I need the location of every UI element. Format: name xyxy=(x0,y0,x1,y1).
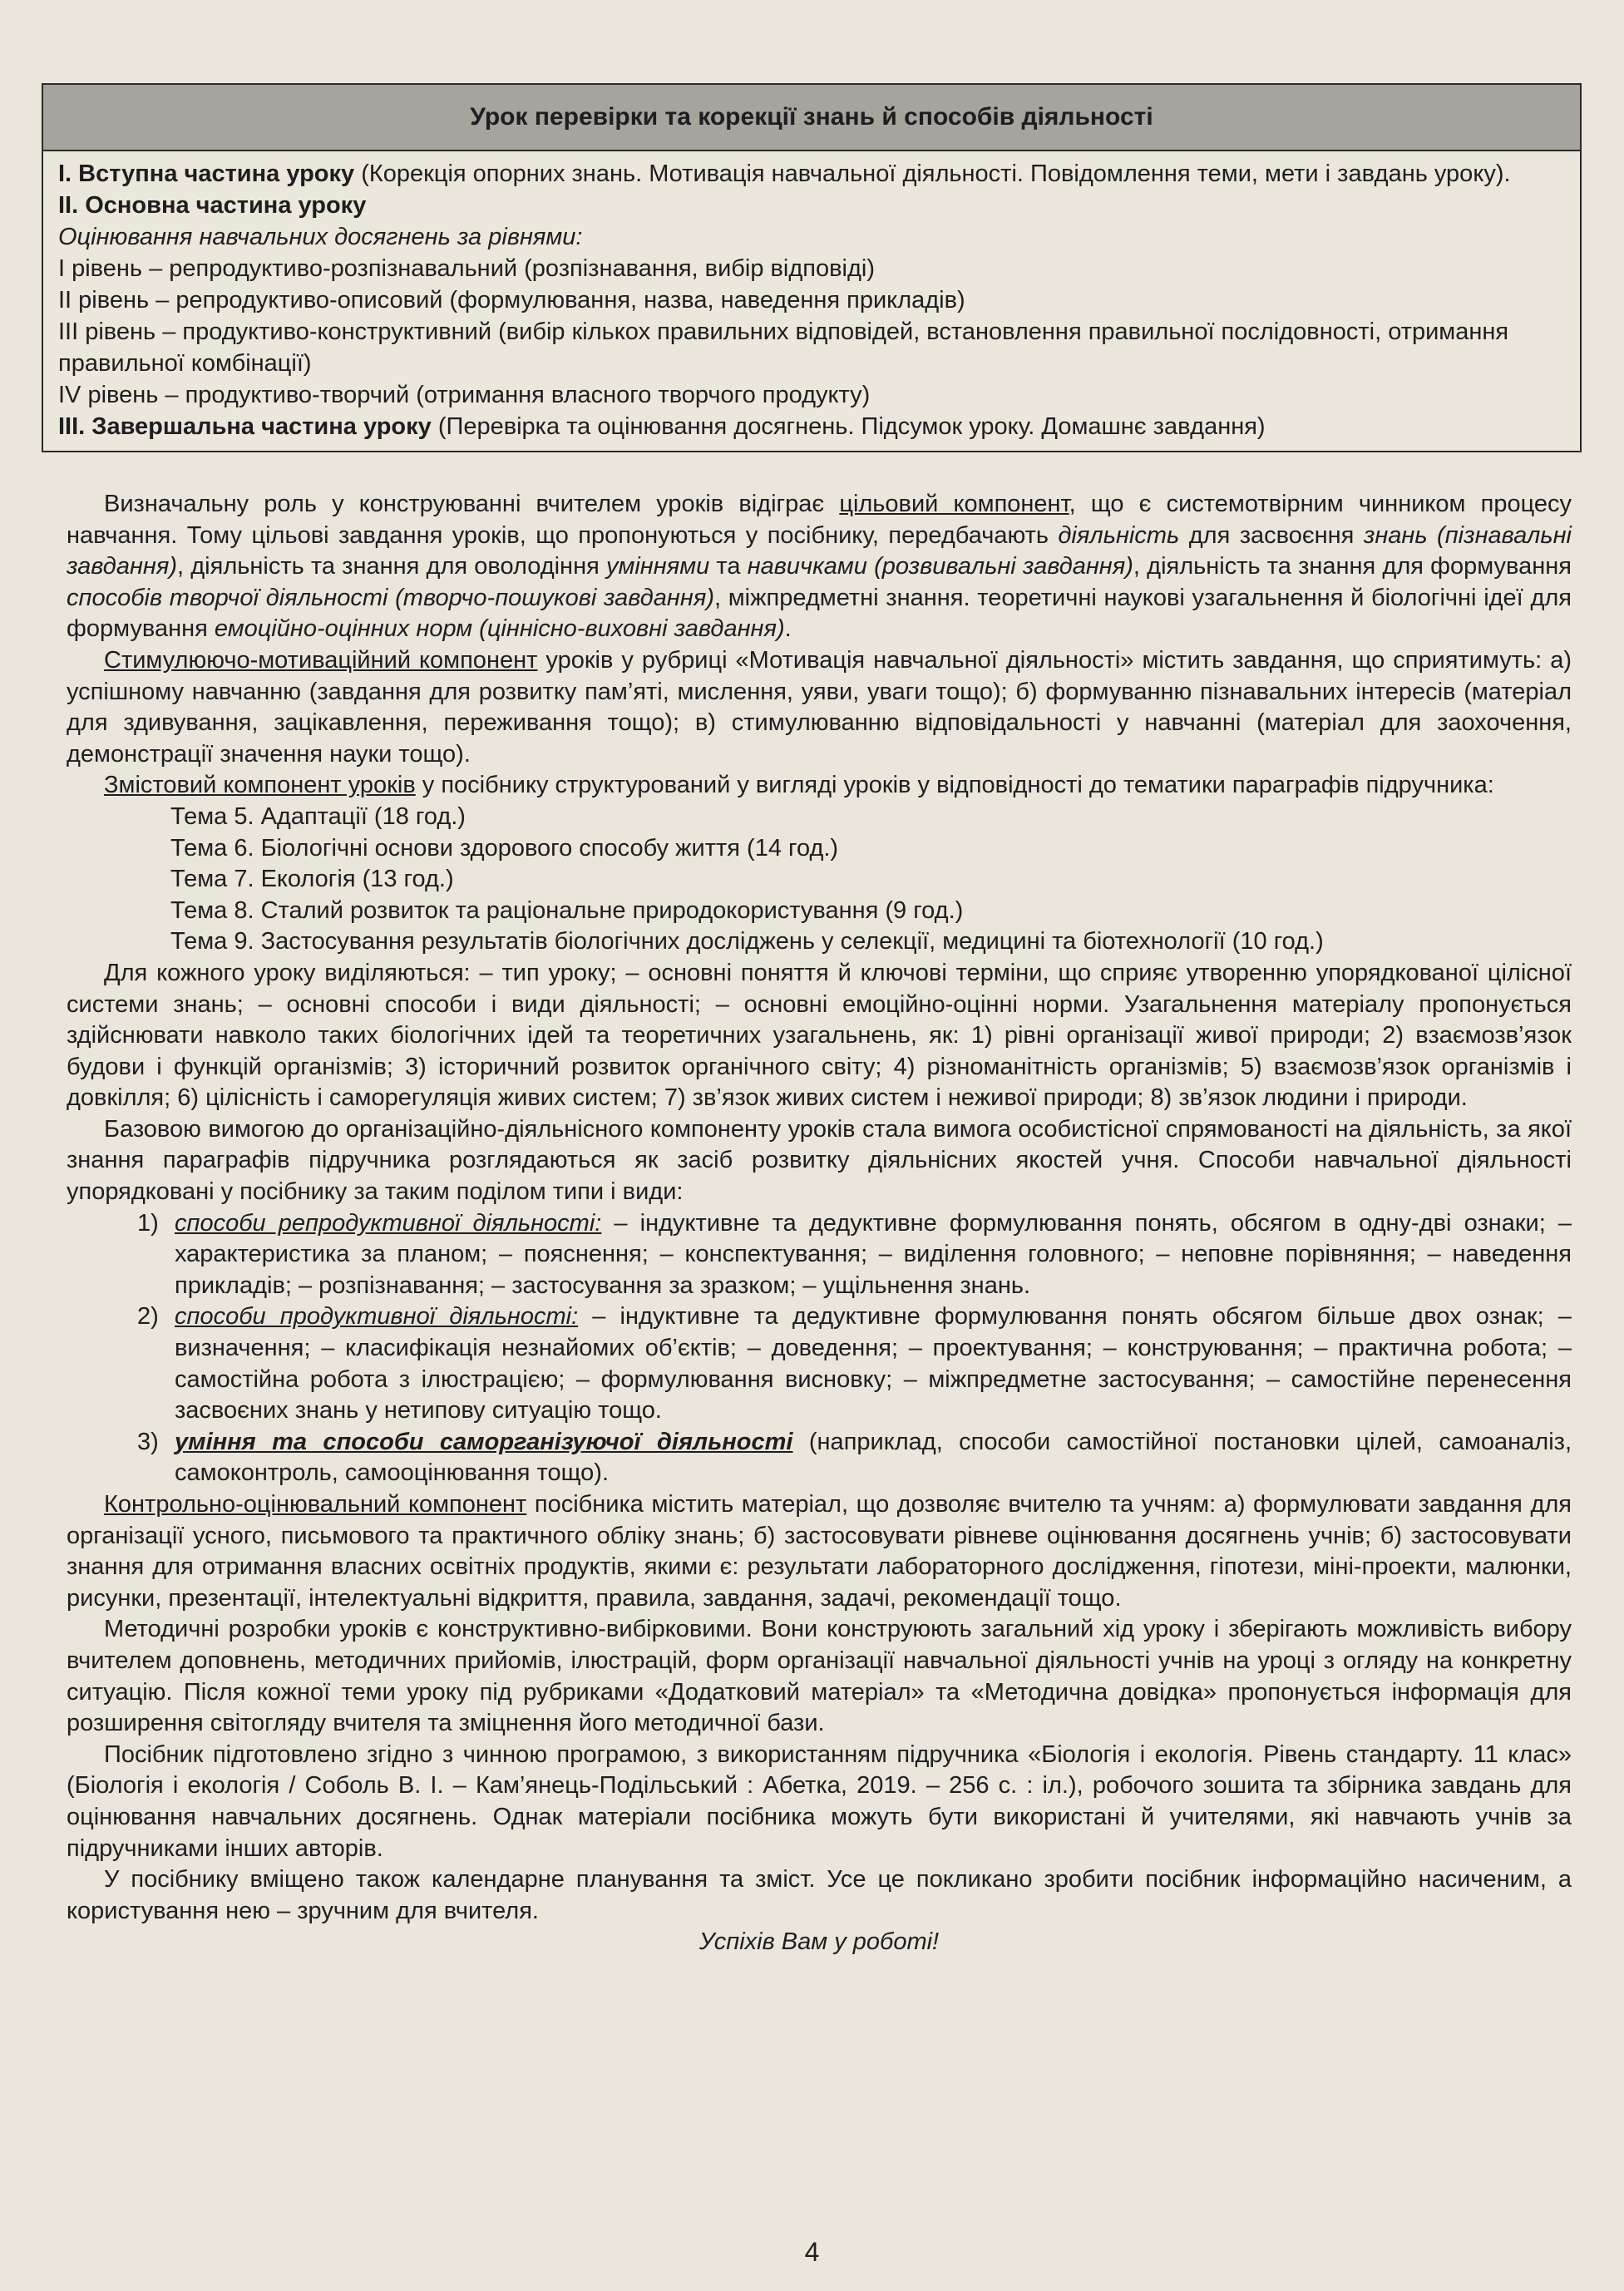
term-content-component: Змістовий компонент уроків xyxy=(104,772,416,799)
activity-ways-list xyxy=(67,1208,1572,1489)
level-item: I рівень – репродуктиво-розпізнавальний (розпізнавання, вибір відповіді) xyxy=(58,255,875,282)
lesson-structure-body xyxy=(43,151,1580,451)
final-part xyxy=(58,411,1568,442)
activity-way-item: 1) способи репродуктивної діяльності: – індуктивне та дедуктивне формулювання понять, обсягом в одну-дві ознаки; – характеристика за планом; – пояснення; – конспектування; – виділення головного; – неповне порівняння; – наведення прикладів; – розпізнавання; – застосування за зразком; – ущільнення знань. xyxy=(137,1209,1572,1299)
level-item: IV рівень – продуктиво-творчий (отримання власного творчого продукту) xyxy=(58,382,871,408)
final-part-text: (Перевірка та оцінювання досягнень. Підсумок уроку. Домашнє завдання) xyxy=(431,413,1266,440)
paragraph-motivation-component: Стимулюючо-мотиваційний компонент уроків у рубриці «Мотивація навчальної діяльності» містить завдання, що сприятимуть: а) успішному навчанню (завдання для розвитку пам’яті, мислення, уяви, уваги тощо); б) формуванню пізнавальних інтересів (матеріал для здивування, зацікавлення, переживання тощо); в) стимулюванню відповідальності у навчанні (матеріал для заохочення, демонстрації значення науки тощо). xyxy=(67,646,1572,768)
topic-item: Тема 8. Сталий розвиток та раціональне природокористування (9 год.) xyxy=(170,896,964,924)
closing-wish: Успіхів Вам у роботі! xyxy=(698,1928,940,1956)
activity-way-heading: способи репродуктивної діяльності: xyxy=(175,1209,602,1237)
level-item: III рівень – продуктиво-конструктивний (вибір кількох правильних відповідей, встановлення правильної послідовності, отримання правильної комбінації) xyxy=(58,318,1509,377)
activity-way-heading: уміння та способи саморганізуючої діяльності xyxy=(175,1428,793,1455)
paragraph-contents: У посібнику вміщено також календарне планування та зміст. Усе це покликано зробити посібник інформаційно насиченим, а користування нею – зручним для вчителя. xyxy=(67,1866,1572,1924)
topic-item: Тема 6. Біологічні основи здорового способу життя (14 год.) xyxy=(170,834,839,862)
paragraph-methodical: Методичні розробки уроків є конструктивно-вибірковими. Вони конструюють загальний хід уроку і зберігають можливість вибору вчителем доповнень, методичних прийомів, ілюстрацій, форм організації навчальної діяльності учнів на уроці з огляду на конкретну ситуацію. Після кожної теми уроку під рубриками «Додатковий матеріал» та «Методична довідка» пропонується інформація для розширення світогляду вчителя та зміцнення його методичної бази. xyxy=(67,1616,1572,1737)
assessment-heading: Оцінювання навчальних досягнень за рівнями: xyxy=(58,224,583,250)
topic-item: Тема 7. Екологія (13 год.) xyxy=(170,866,454,893)
activity-way-item: 2) способи продуктивної діяльності: – індуктивне та дедуктивне формулювання понять обсягом більше двох ознак; – визначення; – класифікація незнайомих об’єктів; – доведення; – проектування; – конструювання; – практична робота; – самостійна робота з ілюстрацією; – формулювання висновку; – міжпредметне застосування; – самостійне перенесення засвоєних знань у нетипову ситуацію тощо. xyxy=(137,1303,1572,1424)
final-part-heading: III. Завершальна частина уроку xyxy=(58,413,432,440)
main-part-heading: II. Основна частина уроку xyxy=(58,192,367,219)
lesson-type-title: Урок перевірки та корекції знань й способів діяльності xyxy=(43,85,1580,151)
lesson-structure-box xyxy=(42,83,1582,452)
paragraph-textbook: Посібник підготовлено згідно з чинною програмою, з використанням підручника «Біологія і екологія. Рівень стандарту. 11 клас» (Біологія і екологія / Соболь В. І. – Кам’янець-Подільський : Абетка, 2019. – 256 с. : іл.), робочого зошита та збірника завдань для оцінювання навчальних досягнень. Однак матеріали посібника можуть бути використані й учителями, які навчають учнів за підручниками інших авторів. xyxy=(67,1740,1572,1862)
paragraph-control-component: Контрольно-оцінювальний компонент посібника містить матеріал, що дозволяє вчителю та учням: а) формулювати завдання для організації усного, письмового та практичного обліку знань; б) застосовувати рівневе оцінювання досягнень учнів; б) застосовувати знання для отримання власних освітніх продуктів, якими є: результати лабораторного дослідження, гіпотези, міні-проекти, малюнки, рисунки, презентації, інтелектуальні відкриття, правила, завдання, задачі, рекомендації тощо. xyxy=(67,1491,1572,1612)
intro-part xyxy=(58,158,1568,190)
activity-way-item: 3) уміння та способи саморганізуючої діяльності (наприклад, способи самостійної постановки цілей, самоаналіз, самоконтроль, самооцінювання тощо). xyxy=(137,1428,1572,1487)
page-number: 4 xyxy=(804,2237,820,2267)
activity-way-heading: способи продуктивної діяльності: xyxy=(175,1303,579,1331)
term-target-component: цільовий компонент xyxy=(839,491,1069,517)
main-text xyxy=(67,489,1572,1958)
term-motivation-component: Стимулюючо-мотиваційний компонент xyxy=(104,646,538,674)
topic-item: Тема 9. Застосування результатів біологічних досліджень у селекції, медицині та біотехнології (10 год.) xyxy=(170,928,1324,955)
intro-part-heading: I. Вступна частина уроку xyxy=(58,160,355,187)
level-item: II рівень – репродуктиво-описовий (формулювання, назва, наведення прикладів) xyxy=(58,287,965,314)
paragraph-content-component: Змістовий компонент уроків у посібнику структурований у вигляді уроків у відповідності до тематики параграфів підручника: xyxy=(104,772,1494,799)
paragraph-activity-component: Базовою вимогою до організаційно-діяльнісного компоненту уроків стала вимога особистісної спрямованості на діяльність, за якої знання параграфів підручника розглядаються як засіб розвитку діяльнісних якостей учня. Способи навчальної діяльності упорядковані у посібнику за таким поділом типи і види: xyxy=(67,1115,1572,1206)
paragraph-lesson-elements: Для кожного уроку виділяються: – тип уроку; – основні поняття й ключові терміни, що сприяє утворенню упорядкованої цілісної системи знань; – основні способи і види діяльності; – основні емоційно-оцінні норми. Узагальнення матеріалу пропонується здійснювати навколо таких біологічних ідей та теоретичних узагальнень, як: 1) рівні організації живої природи; 2) взаємозв’язок будови і функцій організмів; 3) історичний розвиток органічного світу; 4) різноманітність організмів; 5) взаємозв’язок організмів і довкілля; 6) цілісність і саморегуляція живих систем; 7) зв’язок живих систем і неживої природи; 8) зв’язок людини і природи. xyxy=(67,959,1572,1112)
intro-part-text: (Корекція опорних знань. Мотивація навчальної діяльності. Повідомлення теми, мети і завдань уроку). xyxy=(354,160,1511,187)
term-control-component: Контрольно-оцінювальний компонент xyxy=(104,1491,527,1518)
paragraph-target-component: Визначальну роль у конструюванні вчителем уроків відіграє цільовий компонент, що є системотвірним чинником процесу навчання. Тому цільові завдання уроків, що пропонуються у посібнику, передбачають діяльність для засвоєння знань (пізнавальні завдання), діяльність та знання для оволодіння уміннями та навичками (розвивальні завдання), діяльність та знання для формування способів творчої діяльності (творчо-пошукові завдання), міжпредметні знання. теоретичні наукові узагальнення й біологічні ідеї для формування емоційно-оцінних норм (ціннісно-виховні завдання). xyxy=(67,491,1572,643)
topic-item: Тема 5. Адаптації (18 год.) xyxy=(170,802,466,830)
